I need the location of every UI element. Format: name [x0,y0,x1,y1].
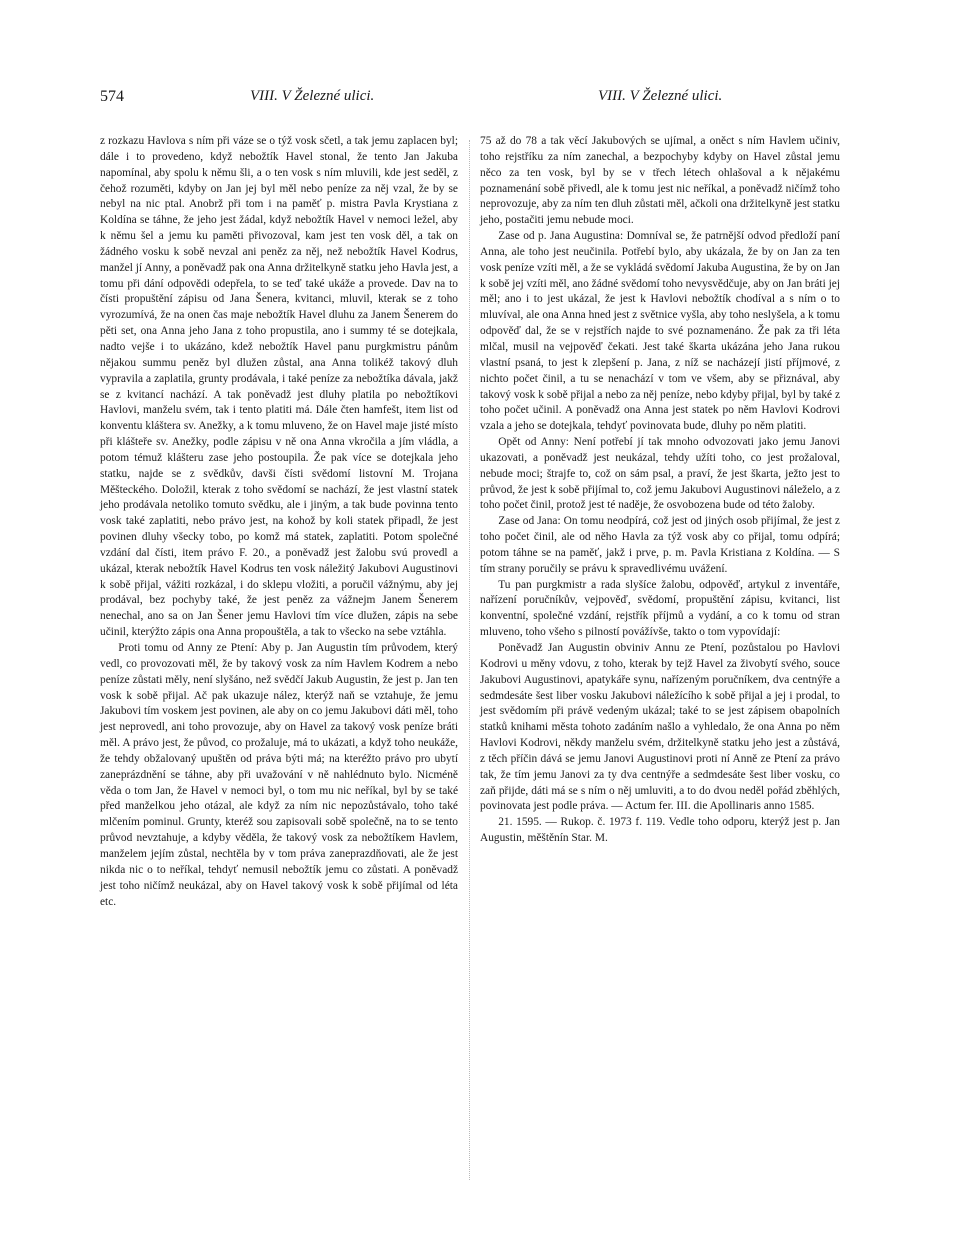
paragraph: Zase od Jana: On tomu neodpírá, což jest od jiných osob přijímal, že jest z toho počet činil, ale od něho Havla za týž vosk aby co přijal, tomu odpírá; potom táhne se na paměť, jakž i prve, p. m. Pavla Kristiana z Koldína. — S tím strany poručily se právu k spravedlivému uvážení. [480,515,840,575]
paragraph: Proti tomu od Anny ze Ptení: Aby p. Jan Augustin tím průvodem, který vedl, co provozovati měl, že by takový vosk za ním Havlem Kodrem a nebo peníze zůstati měly, není slyšáno, než svědčí Jakub Augustin, že jest p. Jan ten vosk k sobě přijal. Ač pak ukazuje nález, kterýž naň se vztahuje, že jemu Jakubovi tím voskem jest povinen, ale aby on co jemu Jakubovi dáti měl, toho jest neprovedl, ani toho provozuje, aby on Havel za takový vosk peníze bráti měl. A právo jest, že původ, co prožaluje, má to ukázati, a když toho neukáže, že tehdy obžalovaný upuštěn od práva býti má; na kteréžto právo pro ubytí zaneprázdnění se táhne, aby při uvažování v ně nahlédnuto bylo. Nicméně věda o tom Jan, že Havel v nemoci byl, o tom mu nic neříkal, byl by se také před manželkou jeho otázal, ale když za ním nic nepozůstávalo, toho také mlčením pominul. Grunty, kteréž sou zapisovali sobě společně, na to se tento průvod nevztahuje, a kdyby věděla, že takový vosk za nebožtíkem Havlem, manželem jejím zůstal, nechtěla by v tom práva zaneprazdňovati, ale že jest nikda nic o to neříkal, tehdyť nemusil nebožtík jemu co zůstati. A poněvadž jest toho ničímž neukázal, aby on Havel takový vosk k sobě přijímal od léta etc. [100,642,458,908]
paragraph: Zase od p. Jana Augustina: Domníval se, že patrnější odvod předloží paní Anna, ale toho jest neučinila. Potřebí bylo, aby ukázala, že by on Jan za ten vosk peníze vzíti měl, a že se vykládá svědomí Jakuba Augustina, že by on Jan k sobě jej vzíti měl, ano žádné svědomí toho nevysvědčuje, aby on Jan bráti jej měl; ano i to jest ukázal, že jest k Havlovi nebožtík chodíval a s ním o to mluvíval, ale ona Anna hned jest z světnice vyšla, aby toho neslyšela, a k tomu odpověď dal, že se v rejstřích najde to své poznamenáno. Že pak za tři léta mlčal, musil na vejpověď čekati. Jest také škarta ukázána jeho Jana rukou vlastní psaná, to jest k zlepšení p. Jana, z níž se nacházejí jistí příjmové, z nichto počet činil, a tu se nenachází v tom ve všem, aby se přiznával, aby takový vosk k sobě přijal a nebo za něj peníze, nebo kdyby přijal, byl by také z toho počet učinil. A poněvadž ona Anna jest statek po něm Havlovi Kodrovi vzala a jeho se dotejkala, tehdyť povinovata bude, dluhy po něm platiti. [480,230,840,433]
paragraph: Opět od Anny: Není potřebí jí tak mnoho odvozovati jako jemu Janovi ukazovati, a poněvadž jest neukázal, tehdy užíti toho, co jest prožaloval, nebude moci; štrajfe to, což on sám psal, a praví, že jest škarta, ježto jest to průvod, že jest k sobě přijímal to, což jemu Jakubovi Augustinovi náleželo, a z toho počet činil, protož jest té naděje, že osvobozena bude od této žaloby. [480,436,840,512]
left-column [100,134,458,910]
paragraph: Poněvadž Jan Augustin obviniv Annu ze Ptení, pozůstalou po Havlovi Kodrovi u měny vdovu, z toho, kterak by tejž Havel za živobytí svého, souce Jakubovi Augustinovi, apatykáře synu, nařízeným poručníkem, dva centnýře a sedmdesáte šest liber vosku Jakubovi náležícího k sobě přijal a jej i prodal, to jest svědomím při právě vedeným ukázal; také to se jest zápisem obapolních statků knihami města tohoto zadáním našlo a vyhledalo, že ona Anna po něm Havlovi Kodrovi, někdy manželu svém, držitelkyně statku jeho jest a zůstává, z těch příčin dává se jemu Janovi Augustinovi proti ní Anně ze Ptení za právo tak, že tím jemu Janovi za ty dva centnýře a sedmdesáte šest liber vosku, co zaň přijde, dáti má se s ním o něj umluviti, a to do dvou neděl pořád zběhlých, povinovata jest podle práva. — Actum fer. III. die Apollinaris anno 1585. [480,642,840,813]
page-header [100,88,865,110]
paragraph: z rozkazu Havlova s ním při váze se o týž vosk sčetl, a tak jemu zaplacen byl; dále i to provedeno, když nebožtík Havel stonal, že tento Jan Jakuba napomínal, aby spolu k němu šli, a o ten vosk s ním mluvili, kde jest seděl, z čehož rozuměti, kdyby on Jan jej byl měl nebo peníze za něj vzal, že by se nebyl na nic ptal. Anobrž při tom i na paměť p. mistra Pavla Krystiana z Koldína se táhne, že jeho jest žádal, když nebožtík Havel v nemoci ležel, aby k němu šel a jemu ku paměti přivozoval, kam jest ten vosk děl, a tak on žádného vosku k sobě nevzal ani peněz za něj, než nebožtík Havel Kodrus, manžel jí Anny, a poněvadž pak ona Anna držitelkyně statku jeho Havla jest, a tomu při dání odpovědi odepřela, to se teď také ukáže a provede. Dav na to čísti propuštění zápisu od Jana Šenera, kvitanci, mluvil, kterak se z toho vyrozumívá, že na onen čas maje nebožtík Havel dluhu za Janem Šenerem do pěti set, ona Anna jeho Jana z toho propustila, ano i summy té se dotejkala, nadto vejše i to ukázáno, kdež nebožtík Havel panu purgkmistru pánům nějakou summu peněz byl dlužen zůstal, ana Anna tolikéž takový dluh vypravila a zaplatila, grunty prodávala, i také peníze za nebožtíka dávala, jakž se z kvitancí nachází. A tak poněvadž jest dluhy platila po nebožtíkovi Havlovi, manželu svém, tak i tento platiti má. Dále čten hamfešt, item list od konventu kláštera sv. Anežky, a k tomu mluveno, že on Havel maje jisté místo při klášteře sv. Anežky, podle zápisu v ně ona Anna vkročila a jím vládla, a potom témuž klášteru zase jeho postoupila. Že pak více se dotejkala jeho statku, najde se z svědkův, davši čísti svědomí listovní M. Trojana Měšteckého. Doložil, kterak z toho svědomí se nachází, že jest vlastní statek jeho prodávala netoliko tomuto svědku, ale i jiným, a tak bude povinna tento vosk také zaplatiti, nebo právo jest, na kohož by koli statek připadl, že jest povinen dluhy všecky tobo, po komž má statek, zaplatiti. Potom společné vzdání dal čísti, item právo F. 20., a poněvadž jest žalobu svú provedl a ukázal, kterak nebožtík Havel Kodrus ten vosk náležitý Jakubovi Augustinovi k sobě přijal, vážiti rozkázal, i do sklepu vložiti, a poručil vážnýmu, aby jej prodával, bez pochyby také, že jest peněz za vážnejm Janem Šenerem nenechal, ano sa on Jan Šener jemu Havlovi tím více dlužen, zápis na sebe učinil, kterýžto zápis ona Anna propouštěla, a tak to všecko na sebe vztáhla. [100,135,458,639]
paragraph: Tu pan purgkmistr a rada slyšíce žalobu, odpověď, artykul z inventáře, nařízení poručníkův, vejpověď, svědomí, propuštění zápisu, kvitanci, list konventní, společné vzdání, rejstřík příjmů a vydání, a co k tomu od stran mluveno, toho všeho s pilností povážívše, takto o tom vypovídají: [480,578,840,639]
running-head-right: VIII. V Železné ulici. [598,88,723,104]
running-head-left: VIII. V Železné ulici. [250,88,375,104]
column-divider [469,140,470,1180]
right-column [480,134,840,847]
paragraph: 21. 1595. — Rukop. č. 1973 f. 119. Vedle toho odporu, kterýž jest p. Jan Augustin, měštěnín Star. M. [480,816,840,845]
page-number: 574 [100,88,124,105]
paragraph: 75 až do 78 a tak věcí Jakubových se ujímal, a oněct s ním Havlem učiniv, toho rejstříku za ním zanechal, a bezpochyby kdyby on Havel zůstal jemu něco za ten vosk, byl by se v třech létech ohlašoval a k nějakému poznamenání sobě přivedl, ale k tomu jest nic neříkal, a poněvadž ničímž toho neprovozuje, aby za ním ten dluh zůstati měl, ačkoli ona držitelkyně jest statku jeho, postačiti jemu nebude moci. [480,135,840,227]
